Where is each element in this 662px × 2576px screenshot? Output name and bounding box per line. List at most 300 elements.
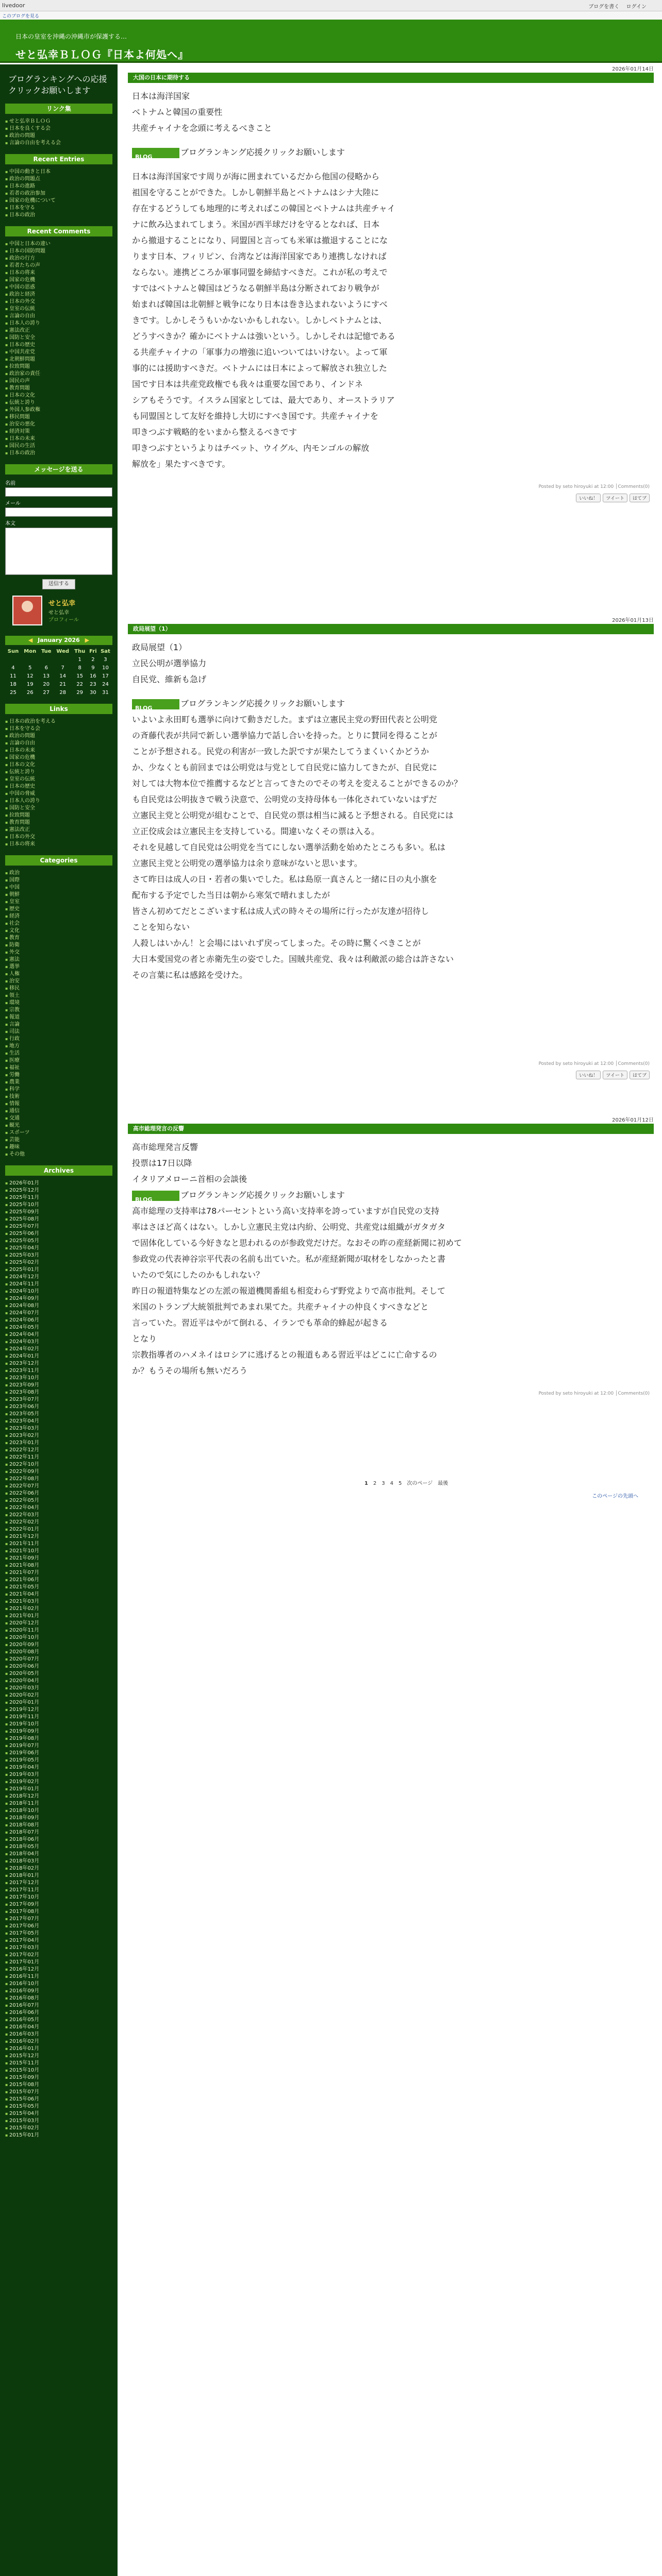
calendar-day[interactable]: 17 <box>102 673 109 679</box>
category-item[interactable]: ▪ 福祉 <box>5 1064 112 1072</box>
archive-item[interactable]: ▪ 2018年12月 <box>5 1793 112 1800</box>
archive-item[interactable]: ▪ 2019年01月 <box>5 1786 112 1793</box>
category-item[interactable]: ▪ 通信 <box>5 1108 112 1115</box>
category-item[interactable]: ▪ 宗教 <box>5 1007 112 1014</box>
archive-item[interactable]: ▪ 2019年11月 <box>5 1714 112 1721</box>
archive-item[interactable]: ▪ 2024年05月 <box>5 1324 112 1331</box>
sidebar-item[interactable]: ▪ 政治の行方 <box>5 255 112 262</box>
post-title[interactable]: 高市総理発言の反響 <box>128 1124 654 1134</box>
link-item[interactable]: ▪ 教育問題 <box>5 819 112 826</box>
archive-item[interactable]: ▪ 2020年05月 <box>5 1670 112 1677</box>
archive-item[interactable]: ▪ 2020年03月 <box>5 1685 112 1692</box>
archive-item[interactable]: ▪ 2015年02月 <box>5 2125 112 2132</box>
sidebar-item[interactable]: ▪ 国家の危機 <box>5 277 112 284</box>
category-item[interactable]: ▪ 科学 <box>5 1086 112 1093</box>
profile-link[interactable]: プロフィール <box>48 617 79 623</box>
sidebar-item[interactable]: ▪ 政治と経済 <box>5 291 112 298</box>
last-page-link[interactable]: 最後 <box>438 1481 449 1486</box>
archive-item[interactable]: ▪ 2019年02月 <box>5 1778 112 1786</box>
archive-item[interactable]: ▪ 2022年10月 <box>5 1461 112 1468</box>
link-item[interactable]: ▪ 伝統と誇り <box>5 769 112 776</box>
sidebar-item[interactable]: ▪ 日本の進路 <box>5 183 112 190</box>
sidebar-item[interactable]: ▪ 日本を守る <box>5 205 112 212</box>
link-item[interactable]: ▪ 日本の文化 <box>5 761 112 769</box>
category-item[interactable]: ▪ 治安 <box>5 978 112 985</box>
archive-item[interactable]: ▪ 2015年01月 <box>5 2132 112 2139</box>
category-item[interactable]: ▪ 芸能 <box>5 1137 112 1144</box>
archive-item[interactable]: ▪ 2022年05月 <box>5 1497 112 1504</box>
social-button[interactable]: はてブ <box>630 1071 650 1079</box>
archive-item[interactable]: ▪ 2023年11月 <box>5 1367 112 1375</box>
archive-item[interactable]: ▪ 2017年05月 <box>5 1930 112 1937</box>
sidebar-item[interactable]: ▪ 政治の問題 <box>5 132 112 140</box>
archive-item[interactable]: ▪ 2018年02月 <box>5 1865 112 1872</box>
ranking-link[interactable] <box>132 696 650 711</box>
archive-item[interactable]: ▪ 2025年04月 <box>5 1245 112 1252</box>
link-item[interactable]: ▪ 日本の未来 <box>5 747 112 754</box>
archive-item[interactable]: ▪ 2020年09月 <box>5 1641 112 1649</box>
archive-item[interactable]: ▪ 2020年04月 <box>5 1677 112 1685</box>
archive-item[interactable]: ▪ 2015年07月 <box>5 2089 112 2096</box>
category-item[interactable]: ▪ 報道 <box>5 1014 112 1021</box>
archive-item[interactable]: ▪ 2022年11月 <box>5 1454 112 1461</box>
category-item[interactable]: ▪ 地方 <box>5 1043 112 1050</box>
archive-item[interactable]: ▪ 2021年09月 <box>5 1555 112 1562</box>
archive-item[interactable]: ▪ 2021年02月 <box>5 1605 112 1613</box>
ranking-text[interactable]: ブログランキング応援クリックお願いします <box>180 147 345 157</box>
link-item[interactable]: ▪ 拉致問題 <box>5 812 112 819</box>
category-item[interactable]: ▪ 人権 <box>5 971 112 978</box>
category-item[interactable]: ▪ 中国 <box>5 884 112 891</box>
calendar-day[interactable]: 2 <box>91 656 95 663</box>
sidebar-item[interactable]: ▪ 政治家の責任 <box>5 370 112 378</box>
archive-item[interactable]: ▪ 2022年02月 <box>5 1519 112 1526</box>
calendar-day[interactable]: 25 <box>10 689 16 696</box>
archive-item[interactable]: ▪ 2021年10月 <box>5 1548 112 1555</box>
archive-item[interactable]: ▪ 2018年04月 <box>5 1851 112 1858</box>
archive-item[interactable]: ▪ 2018年06月 <box>5 1836 112 1843</box>
sidebar-item[interactable]: ▪ 外国人参政権 <box>5 406 112 414</box>
archive-item[interactable]: ▪ 2017年11月 <box>5 1887 112 1894</box>
archive-item[interactable]: ▪ 2017年08月 <box>5 1908 112 1916</box>
archive-item[interactable]: ▪ 2019年03月 <box>5 1771 112 1778</box>
sidebar-item[interactable]: ▪ 国防と安全 <box>5 334 112 342</box>
archive-item[interactable]: ▪ 2024年03月 <box>5 1338 112 1346</box>
archive-item[interactable]: ▪ 2015年11月 <box>5 2060 112 2067</box>
sidebar-item[interactable]: ▪ 中国共産党 <box>5 349 112 356</box>
archive-item[interactable]: ▪ 2023年01月 <box>5 1439 112 1447</box>
archive-item[interactable]: ▪ 2017年03月 <box>5 1944 112 1952</box>
archive-item[interactable]: ▪ 2023年08月 <box>5 1389 112 1396</box>
sidebar-item[interactable]: ▪ 言論の自由 <box>5 313 112 320</box>
sidebar-item[interactable]: ▪ 若者の政治参加 <box>5 190 112 197</box>
sidebar-item[interactable]: ▪ 日本の政治 <box>5 212 112 219</box>
link-item[interactable]: ▪ 言論の自由 <box>5 740 112 747</box>
calendar-day[interactable]: 10 <box>102 665 109 671</box>
calendar-day[interactable]: 15 <box>76 673 84 679</box>
archive-item[interactable]: ▪ 2023年05月 <box>5 1411 112 1418</box>
login-link[interactable]: ログイン <box>626 4 647 10</box>
sidebar-item[interactable]: ▪ せと弘幸ＢＬＯＧ <box>5 118 112 125</box>
sidebar-item[interactable]: ▪ 移民問題 <box>5 414 112 421</box>
archive-item[interactable]: ▪ 2024年12月 <box>5 1274 112 1281</box>
link-item[interactable]: ▪ 日本を守る会 <box>5 725 112 733</box>
category-item[interactable]: ▪ 領土 <box>5 992 112 999</box>
calendar-day[interactable]: 5 <box>28 665 32 671</box>
blog-title[interactable]: せと弘幸ＢＬＯＧ『日本よ何処へ』 <box>15 48 189 61</box>
archive-item[interactable]: ▪ 2025年03月 <box>5 1252 112 1259</box>
archive-item[interactable]: ▪ 2023年07月 <box>5 1396 112 1403</box>
link-item[interactable]: ▪ 日本人の誇り <box>5 798 112 805</box>
sidebar-item[interactable]: ▪ 中国の動きと日本 <box>5 168 112 176</box>
archive-item[interactable]: ▪ 2020年07月 <box>5 1656 112 1663</box>
mail-submit-button[interactable]: 送信する <box>42 579 75 589</box>
archive-item[interactable]: ▪ 2020年02月 <box>5 1692 112 1699</box>
mail-body-field[interactable] <box>5 528 112 575</box>
category-item[interactable]: ▪ 農業 <box>5 1079 112 1086</box>
category-item[interactable]: ▪ 情報 <box>5 1100 112 1108</box>
brand-logo[interactable]: livedoor <box>2 2 25 9</box>
category-item[interactable]: ▪ 言論 <box>5 1021 112 1028</box>
calendar-day[interactable]: 12 <box>26 673 34 679</box>
archive-item[interactable]: ▪ 2024年08月 <box>5 1302 112 1310</box>
archive-item[interactable]: ▪ 2024年04月 <box>5 1331 112 1338</box>
sidebar-item[interactable]: ▪ 教育問題 <box>5 385 112 392</box>
archive-item[interactable]: ▪ 2015年06月 <box>5 2096 112 2103</box>
archive-item[interactable]: ▪ 2025年07月 <box>5 1223 112 1230</box>
archive-item[interactable]: ▪ 2016年11月 <box>5 1973 112 1980</box>
social-button[interactable]: いいね！ <box>576 1071 601 1079</box>
archive-item[interactable]: ▪ 2020年06月 <box>5 1663 112 1670</box>
sidebar-item[interactable]: ▪ 国家の危機について <box>5 197 112 205</box>
archive-item[interactable]: ▪ 2016年10月 <box>5 1980 112 1988</box>
category-item[interactable]: ▪ 趣味 <box>5 1144 112 1151</box>
archive-item[interactable]: ▪ 2018年08月 <box>5 1822 112 1829</box>
post-title[interactable]: 大国の日本に期待する <box>128 73 654 83</box>
category-item[interactable]: ▪ 医療 <box>5 1057 112 1064</box>
category-item[interactable]: ▪ 朝鮮 <box>5 891 112 899</box>
sidebar-item[interactable]: ▪ 日本の未来 <box>5 435 112 443</box>
archive-item[interactable]: ▪ 2025年09月 <box>5 1209 112 1216</box>
archive-item[interactable]: ▪ 2016年02月 <box>5 2038 112 2045</box>
archive-item[interactable]: ▪ 2022年08月 <box>5 1476 112 1483</box>
category-item[interactable]: ▪ 外交 <box>5 949 112 956</box>
calendar-day[interactable]: 14 <box>59 673 67 679</box>
archive-item[interactable]: ▪ 2025年12月 <box>5 1187 112 1194</box>
archive-item[interactable]: ▪ 2017年06月 <box>5 1923 112 1930</box>
sidebar-item[interactable]: ▪ 日本を良くする会 <box>5 125 112 132</box>
ranking-text[interactable]: ブログランキング応援クリックお願いします <box>180 699 345 708</box>
category-item[interactable]: ▪ 社会 <box>5 920 112 927</box>
calendar-day[interactable]: 21 <box>59 681 67 687</box>
archive-item[interactable]: ▪ 2024年01月 <box>5 1353 112 1360</box>
calendar-day[interactable]: 6 <box>44 665 48 671</box>
archive-item[interactable]: ▪ 2020年08月 <box>5 1649 112 1656</box>
link-item[interactable]: ▪ 国防と安全 <box>5 805 112 812</box>
archive-item[interactable]: ▪ 2022年07月 <box>5 1483 112 1490</box>
social-button[interactable]: はてブ <box>630 494 650 502</box>
archive-item[interactable]: ▪ 2019年10月 <box>5 1721 112 1728</box>
calendar-day[interactable]: 11 <box>10 673 16 679</box>
archive-item[interactable]: ▪ 2023年06月 <box>5 1403 112 1411</box>
archive-item[interactable]: ▪ 2022年12月 <box>5 1447 112 1454</box>
calendar-day[interactable]: 28 <box>59 689 67 696</box>
archive-item[interactable]: ▪ 2025年02月 <box>5 1259 112 1266</box>
ranking-banner-icon[interactable] <box>132 699 179 709</box>
archive-item[interactable]: ▪ 2018年11月 <box>5 1800 112 1807</box>
archive-item[interactable]: ▪ 2020年12月 <box>5 1620 112 1627</box>
category-item[interactable]: ▪ 選挙 <box>5 963 112 971</box>
link-item[interactable]: ▪ 憲法改正 <box>5 826 112 834</box>
archive-item[interactable]: ▪ 2025年01月 <box>5 1266 112 1274</box>
sidebar-item[interactable]: ▪ 日本の外交 <box>5 298 112 306</box>
archive-item[interactable]: ▪ 2018年07月 <box>5 1829 112 1836</box>
page-link[interactable]: 2 <box>373 1481 377 1486</box>
archive-item[interactable]: ▪ 2016年07月 <box>5 2002 112 2009</box>
category-item[interactable]: ▪ 交通 <box>5 1115 112 1122</box>
calendar-day[interactable]: 20 <box>43 681 50 687</box>
category-item[interactable]: ▪ 皇室 <box>5 899 112 906</box>
archive-item[interactable]: ▪ 2023年04月 <box>5 1418 112 1425</box>
archive-item[interactable]: ▪ 2022年09月 <box>5 1468 112 1476</box>
archive-item[interactable]: ▪ 2023年02月 <box>5 1432 112 1439</box>
sidebar-item[interactable]: ▪ 経済対策 <box>5 428 112 435</box>
link-item[interactable]: ▪ 日本の将来 <box>5 841 112 848</box>
archive-item[interactable]: ▪ 2018年01月 <box>5 1872 112 1879</box>
archive-item[interactable]: ▪ 2016年01月 <box>5 2045 112 2053</box>
archive-item[interactable]: ▪ 2017年09月 <box>5 1901 112 1908</box>
sidebar-item[interactable]: ▪ 国民の声 <box>5 378 112 385</box>
calendar-day[interactable]: 18 <box>10 681 16 687</box>
archive-item[interactable]: ▪ 2025年08月 <box>5 1216 112 1223</box>
archive-item[interactable]: ▪ 2015年05月 <box>5 2103 112 2110</box>
write-blog-link[interactable]: ブログを書く <box>588 4 620 10</box>
archive-item[interactable]: ▪ 2024年10月 <box>5 1288 112 1295</box>
archive-item[interactable]: ▪ 2022年03月 <box>5 1512 112 1519</box>
archive-item[interactable]: ▪ 2021年08月 <box>5 1562 112 1569</box>
archive-item[interactable]: ▪ 2016年03月 <box>5 2031 112 2038</box>
link-item[interactable]: ▪ 日本の外交 <box>5 834 112 841</box>
archive-item[interactable]: ▪ 2018年05月 <box>5 1843 112 1851</box>
post-title[interactable]: 政局展望（1） <box>128 624 654 634</box>
sidebar-item[interactable]: ▪ 拉致問題 <box>5 363 112 370</box>
calendar-day[interactable]: 13 <box>43 673 50 679</box>
archive-item[interactable]: ▪ 2016年08月 <box>5 1995 112 2002</box>
page-link[interactable]: 5 <box>398 1481 402 1486</box>
link-item[interactable]: ▪ 中国の脅威 <box>5 790 112 798</box>
archive-item[interactable]: ▪ 2024年07月 <box>5 1310 112 1317</box>
category-item[interactable]: ▪ 教育 <box>5 935 112 942</box>
sidebar-item[interactable]: ▪ 治安の悪化 <box>5 421 112 428</box>
archive-item[interactable]: ▪ 2022年04月 <box>5 1504 112 1512</box>
category-item[interactable]: ▪ 技術 <box>5 1093 112 1100</box>
sidebar-item[interactable]: ▪ 憲法改正 <box>5 327 112 334</box>
archive-item[interactable]: ▪ 2025年10月 <box>5 1201 112 1209</box>
category-item[interactable]: ▪ 環境 <box>5 999 112 1007</box>
calendar-day[interactable]: 30 <box>90 689 96 696</box>
ranking-banner-icon[interactable] <box>132 1191 179 1201</box>
archive-item[interactable]: ▪ 2025年05月 <box>5 1238 112 1245</box>
archive-item[interactable]: ▪ 2017年10月 <box>5 1894 112 1901</box>
archive-item[interactable]: ▪ 2016年09月 <box>5 1988 112 1995</box>
link-item[interactable]: ▪ 政治の問題 <box>5 733 112 740</box>
calendar-day[interactable]: 1 <box>78 656 81 663</box>
sidebar-item[interactable]: ▪ 中国と日本の違い <box>5 241 112 248</box>
archive-item[interactable]: ▪ 2016年12月 <box>5 1966 112 1973</box>
archive-item[interactable]: ▪ 2021年06月 <box>5 1577 112 1584</box>
calendar-day[interactable]: 31 <box>102 689 109 696</box>
archive-item[interactable]: ▪ 2015年09月 <box>5 2074 112 2081</box>
mail-email-field[interactable] <box>5 507 112 517</box>
social-button[interactable]: いいね！ <box>576 494 601 502</box>
calendar-day[interactable]: 29 <box>76 689 84 696</box>
archive-item[interactable]: ▪ 2018年03月 <box>5 1858 112 1865</box>
category-item[interactable]: ▪ 経済 <box>5 913 112 920</box>
archive-item[interactable]: ▪ 2015年08月 <box>5 2081 112 2089</box>
sidebar-item[interactable]: ▪ 国民の生活 <box>5 443 112 450</box>
archive-item[interactable]: ▪ 2020年10月 <box>5 1634 112 1641</box>
category-item[interactable]: ▪ その他 <box>5 1151 112 1158</box>
category-item[interactable]: ▪ 憲法 <box>5 956 112 963</box>
profile-name[interactable]: せと弘幸 <box>48 600 76 607</box>
archive-item[interactable]: ▪ 2019年09月 <box>5 1728 112 1735</box>
calendar-prev-icon[interactable]: ◀ <box>28 637 33 643</box>
social-button[interactable]: ツイート <box>603 1071 627 1079</box>
calendar-day[interactable]: 4 <box>11 665 15 671</box>
archive-item[interactable]: ▪ 2016年05月 <box>5 2016 112 2024</box>
ranking-banner-icon[interactable] <box>132 148 179 158</box>
archive-item[interactable]: ▪ 2015年12月 <box>5 2053 112 2060</box>
archive-item[interactable]: ▪ 2019年06月 <box>5 1750 112 1757</box>
archive-item[interactable]: ▪ 2021年12月 <box>5 1533 112 1540</box>
archive-item[interactable]: ▪ 2020年11月 <box>5 1627 112 1634</box>
next-page-link[interactable]: 次のページ <box>407 1481 433 1486</box>
category-item[interactable]: ▪ 労働 <box>5 1072 112 1079</box>
page-link[interactable]: 3 <box>382 1481 385 1486</box>
calendar-day[interactable]: 19 <box>26 681 34 687</box>
archive-item[interactable]: ▪ 2016年06月 <box>5 2009 112 2016</box>
sidebar-item[interactable]: ▪ 日本の国防問題 <box>5 248 112 255</box>
sidebar-item[interactable]: ▪ 言論の自由を考える会 <box>5 140 112 147</box>
archive-item[interactable]: ▪ 2018年09月 <box>5 1815 112 1822</box>
sidebar-item[interactable]: ▪ 北朝鮮問題 <box>5 356 112 363</box>
ranking-link[interactable] <box>132 144 650 160</box>
archive-item[interactable]: ▪ 2021年01月 <box>5 1613 112 1620</box>
page-link[interactable]: 1 <box>364 1481 368 1486</box>
calendar-day[interactable]: 27 <box>43 689 50 696</box>
sidebar-item[interactable]: ▪ 日本の文化 <box>5 392 112 399</box>
ranking-text[interactable]: ブログランキング応援クリックお願いします <box>180 1190 345 1200</box>
archive-item[interactable]: ▪ 2017年04月 <box>5 1937 112 1944</box>
calendar-day[interactable]: 8 <box>78 665 81 671</box>
archive-item[interactable]: ▪ 2019年12月 <box>5 1706 112 1714</box>
calendar-day[interactable]: 16 <box>90 673 96 679</box>
category-item[interactable]: ▪ 生活 <box>5 1050 112 1057</box>
calendar-day[interactable]: 7 <box>61 665 64 671</box>
calendar-day[interactable]: 3 <box>104 656 107 663</box>
category-item[interactable]: ▪ 政治 <box>5 870 112 877</box>
avatar[interactable] <box>12 596 42 625</box>
archive-item[interactable]: ▪ 2019年04月 <box>5 1764 112 1771</box>
link-item[interactable]: ▪ 皇室の伝統 <box>5 776 112 783</box>
sidebar-item[interactable]: ▪ 日本の政治 <box>5 450 112 457</box>
category-item[interactable]: ▪ 司法 <box>5 1028 112 1036</box>
archive-item[interactable]: ▪ 2016年04月 <box>5 2024 112 2031</box>
archive-item[interactable]: ▪ 2018年10月 <box>5 1807 112 1815</box>
link-item[interactable]: ▪ 日本の政治を考える <box>5 718 112 725</box>
archive-item[interactable]: ▪ 2024年06月 <box>5 1317 112 1324</box>
archive-item[interactable]: ▪ 2017年12月 <box>5 1879 112 1887</box>
sidebar-intro[interactable]: ブログランキングへの応援クリックお願いします <box>8 74 107 95</box>
link-item[interactable]: ▪ 国家の危機 <box>5 754 112 761</box>
archive-item[interactable]: ▪ 2025年06月 <box>5 1230 112 1238</box>
archive-item[interactable]: ▪ 2021年11月 <box>5 1540 112 1548</box>
archive-item[interactable]: ▪ 2020年01月 <box>5 1699 112 1706</box>
calendar-day[interactable]: 23 <box>90 681 96 687</box>
archive-item[interactable]: ▪ 2015年03月 <box>5 2117 112 2125</box>
mail-name-field[interactable] <box>5 487 112 497</box>
social-button[interactable]: ツイート <box>603 494 627 502</box>
category-item[interactable]: ▪ スポーツ <box>5 1129 112 1137</box>
sidebar-item[interactable]: ▪ 日本人の誇り <box>5 320 112 327</box>
link-item[interactable]: ▪ 日本の歴史 <box>5 783 112 790</box>
category-item[interactable]: ▪ 防衛 <box>5 942 112 949</box>
archive-item[interactable]: ▪ 2023年12月 <box>5 1360 112 1367</box>
category-item[interactable]: ▪ 歴史 <box>5 906 112 913</box>
archive-item[interactable]: ▪ 2019年05月 <box>5 1757 112 1764</box>
archive-item[interactable]: ▪ 2023年09月 <box>5 1382 112 1389</box>
calendar-next-icon[interactable]: ▶ <box>85 637 90 643</box>
ranking-link[interactable] <box>132 1187 650 1203</box>
archive-item[interactable]: ▪ 2023年03月 <box>5 1425 112 1432</box>
archive-item[interactable]: ▪ 2025年11月 <box>5 1194 112 1201</box>
archive-item[interactable]: ▪ 2024年11月 <box>5 1281 112 1288</box>
category-item[interactable]: ▪ 文化 <box>5 927 112 935</box>
calendar-day[interactable]: 9 <box>91 665 95 671</box>
archive-item[interactable]: ▪ 2021年07月 <box>5 1569 112 1577</box>
archive-item[interactable]: ▪ 2021年03月 <box>5 1598 112 1605</box>
back-to-top-link[interactable]: このページの先頭へ <box>592 1494 638 1499</box>
sidebar-item[interactable]: ▪ 若者たちの声 <box>5 262 112 269</box>
archive-item[interactable]: ▪ 2024年02月 <box>5 1346 112 1353</box>
sidebar-item[interactable]: ▪ 伝統と誇り <box>5 399 112 406</box>
subbar-link[interactable]: このブログを見る <box>2 14 40 19</box>
archive-item[interactable]: ▪ 2019年08月 <box>5 1735 112 1742</box>
archive-item[interactable]: ▪ 2015年10月 <box>5 2067 112 2074</box>
archive-item[interactable]: ▪ 2019年07月 <box>5 1742 112 1750</box>
sidebar-item[interactable]: ▪ 日本の歴史 <box>5 342 112 349</box>
sidebar-item[interactable]: ▪ 政治の問題点 <box>5 176 112 183</box>
archive-item[interactable]: ▪ 2022年01月 <box>5 1526 112 1533</box>
archive-item[interactable]: ▪ 2017年02月 <box>5 1952 112 1959</box>
archive-item[interactable]: ▪ 2017年07月 <box>5 1916 112 1923</box>
category-item[interactable]: ▪ 観光 <box>5 1122 112 1129</box>
archive-item[interactable]: ▪ 2015年04月 <box>5 2110 112 2117</box>
category-item[interactable]: ▪ 行政 <box>5 1036 112 1043</box>
archive-item[interactable]: ▪ 2017年01月 <box>5 1959 112 1966</box>
archive-item[interactable]: ▪ 2021年05月 <box>5 1584 112 1591</box>
page-link[interactable]: 4 <box>390 1481 393 1486</box>
calendar-day[interactable]: 24 <box>102 681 109 687</box>
sidebar-item[interactable]: ▪ 日本の将来 <box>5 269 112 277</box>
category-item[interactable]: ▪ 国際 <box>5 877 112 884</box>
calendar-day[interactable]: 22 <box>76 681 84 687</box>
archive-item[interactable]: ▪ 2022年06月 <box>5 1490 112 1497</box>
archive-item[interactable]: ▪ 2024年09月 <box>5 1295 112 1302</box>
sidebar-item[interactable]: ▪ 中国の思惑 <box>5 284 112 291</box>
calendar-day[interactable]: 26 <box>26 689 34 696</box>
archive-item[interactable]: ▪ 2023年10月 <box>5 1375 112 1382</box>
